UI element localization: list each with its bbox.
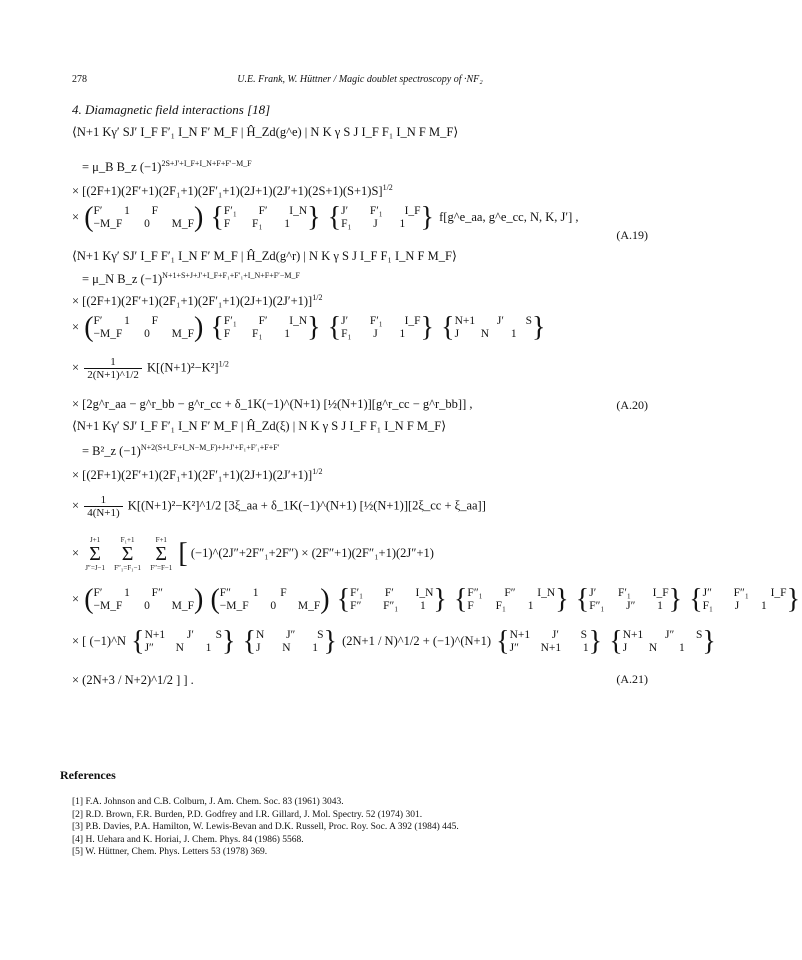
- eq-a21-line8: × (2N+3 / N+2)^1/2 ] ] .: [72, 673, 194, 687]
- eq-a21-line7-6j-a: { N+1 J′ S J″ N 1 }: [131, 626, 236, 657]
- eq-a21-line7-6j-c: { N+1 J′ S J″ N+1 1 }: [496, 626, 603, 657]
- eq-a21-line7-mid: + (−1)^(N+1): [422, 633, 492, 648]
- eq-a21-6j-symbol-d: { J″ F″₁ I_F F₁ J 1 }: [689, 584, 801, 615]
- eq-a21-line7-6j-c-row1: N+1 J′ S: [509, 629, 588, 641]
- eq-a20-6j-c-row1: N+1 J′ S: [454, 315, 533, 327]
- eq-a20-tag: (A.20): [616, 398, 648, 412]
- eq-a20-6j-a-row2: F F₁ 1: [223, 328, 290, 340]
- references-heading: References: [60, 768, 116, 782]
- eq-a21-line4-tail: K[(N+1)²−K²]^1/2 [3ξ_aa + δ_1K(−1)^(N+1) [½(N+1)][2ξ_cc + ξ_aa]]: [127, 498, 486, 513]
- eq-a21-6j-b-row2: F F₁ 1: [467, 600, 534, 612]
- eq-a20-line2-prefix: = μ_N B_z (−1): [82, 272, 163, 286]
- running-head: U.E. Frank, W. Hüttner / Magic doublet spectroscopy of ·NF₂: [237, 74, 483, 85]
- eq-a19-3j-row2: −M_F 0 M_F: [93, 218, 194, 230]
- eq-a20-3j-row2: −M_F 0 M_F: [93, 328, 194, 340]
- reference-item: [3] P.B. Davies, P.A. Hamilton, W. Lewis-Bevan and D.K. Russell, Proc. Roy. Soc. A 392 (1984) 445.: [72, 822, 459, 832]
- eq-a21-line7-6j-a-row1: N+1 J′ S: [144, 629, 222, 641]
- eq-a20-line2-exponent: N+1+S+J+J′+I_F+F₁+F′₁+I_N+F+F′−M_F: [162, 271, 300, 280]
- eq-a21-line7-6j-a-row2: J″ N 1: [144, 642, 212, 654]
- eq-a19-tag: (A.19): [616, 228, 648, 242]
- reference-item: [4] H. Uehara and K. Horiai, J. Chem. Phys. 84 (1986) 5568.: [72, 834, 304, 845]
- eq-a19-line3: [72, 180, 393, 199]
- eq-a21-6j-symbol-c: { J′ F′₁ I_F F″₁ J″ 1 }: [575, 584, 683, 615]
- eq-a21-line2-prefix: = B²_z (−1): [82, 444, 141, 458]
- eq-a21-6j-c-row1: J′ F′₁ I_F: [589, 587, 669, 599]
- eq-a19-3j-row1: F′ 1 F: [93, 205, 159, 217]
- eq-a21-6j-c-row2: F″₁ J″ 1: [589, 600, 663, 612]
- eq-a21-6j-a-row2: F″ F″₁ 1: [350, 600, 426, 612]
- eq-a20-3j-symbol: ( F′ 1 F −M_F 0 M_F ): [84, 312, 204, 343]
- eq-a20-fraction: [84, 356, 142, 381]
- eq-a21-fraction-numerator: 1: [84, 494, 122, 507]
- eq-a21-line7-6j-b-row2: J N 1: [256, 642, 319, 654]
- eq-a21-6j-b-row1: F″₁ F″ I_N: [467, 587, 556, 599]
- eq-a21-fraction-denominator: 4(N+1): [87, 507, 120, 519]
- eq-a21-sum-2-lower: F″₁=F₁−1: [114, 564, 142, 572]
- eq-a19-line3-exponent: 1/2: [382, 183, 393, 192]
- eq-a20-line4: × ( F′ 1 F −M_F 0 M_F ) { F′₁ F′ I_N F F₁ 1 } { J′ F′₁ I_F F₁ J 1 } { N+1 J′ S J N 1 }: [72, 312, 546, 343]
- eq-a21-line4: × $\frac{1}{4(N+1)}$ K[(N+1)²−K²]^1/2 [3ξ_aa + δ_1K(−1)^(N+1) [½(N+1)][2ξ_cc + ξ_aa]]: [72, 494, 486, 519]
- eq-a20-3j-row1: F′ 1 F: [93, 315, 159, 327]
- eq-a20-line3-text: × [(2F+1)(2F′+1)(2F₁+1)(2F′₁+1)(2J+1)(2J′+1)]: [72, 294, 313, 308]
- eq-a19-line2: [82, 156, 252, 175]
- reference-item: [1] F.A. Johnson and C.B. Colburn, J. Am. Chem. Soc. 83 (1961) 3043.: [72, 797, 344, 807]
- eq-a21-sum-2-upper: F₁+1: [120, 536, 135, 544]
- eq-a21-line7-6j-b-row1: N J″ S: [256, 629, 324, 641]
- eq-a20-6j-symbol-b: { J′ F′₁ I_F F₁ J 1 }: [327, 312, 434, 343]
- eq-a20-6j-symbol-a: { F′₁ F′ I_N F F₁ 1 }: [210, 312, 321, 343]
- eq-a19-6j-symbol-a: { F′₁ F′ I_N F F₁ 1 }: [210, 202, 321, 233]
- eq-a20-fraction-denominator: 2(N+1)^1/2: [87, 369, 139, 381]
- eq-a21-sum-2: F₁+1 Σ F″₁=F₁−1: [114, 536, 142, 572]
- eq-a20-line5: × $\frac{1}{2(N+1)\^{}1/2}$ $K[(N+1)^2-K^2]^{1/2}$: [72, 356, 229, 381]
- eq-a19-line2-exponent: 2S+J′+I_F+I_N+F+F′−M_F: [161, 159, 252, 168]
- eq-a21-fraction: [84, 494, 122, 519]
- eq-a20-6j-b-row2: F₁ J 1: [341, 328, 406, 340]
- section-title: 4. Diamagnetic field interactions [18]: [72, 102, 271, 117]
- eq-a21-line3-exponent: 1/2: [312, 467, 323, 476]
- eq-a19-line1: ⟨N+1 Kγ′ SJ′ I_F F′₁ I_N F′ M_F | Ĥ_Zd(g^e) | N K γ S J I_F F₁ I_N F M_F⟩: [72, 125, 459, 139]
- eq-a21-line3: [72, 464, 322, 483]
- eq-a19-6j-a-row2: F F₁ 1: [223, 218, 290, 230]
- eq-a19-6j-b-row2: F₁ J 1: [341, 218, 406, 230]
- eq-a19-line3-text: × [(2F+1)(2F′+1)(2F₁+1)(2F′₁+1)(2J+1)(2J′+1)(2S+1)(S+1)S]: [72, 184, 383, 198]
- page-header: [72, 74, 648, 88]
- eq-a21-sum-1-upper: J+1: [89, 536, 101, 544]
- equation-block: [72, 124, 801, 712]
- eq-a21-6j-symbol-b: { F″₁ F″ I_N F F₁ 1 }: [453, 584, 569, 615]
- eq-a20-6j-c-row2: J N 1: [454, 328, 517, 340]
- eq-a19-line4-tail: f[g^e_aa, g^e_cc, N, K, J′] ,: [439, 209, 579, 224]
- eq-a21-line7: [72, 628, 718, 656]
- reference-item: [5] W. Hüttner, Chem. Phys. Letters 53 (1978) 369.: [72, 847, 268, 857]
- eq-a19-3j-symbol: ( F′ 1 F −M_F 0 M_F ): [84, 202, 204, 233]
- eq-a21-line7-fraction: (2N+1 / N)^1/2: [342, 633, 420, 648]
- eq-a21-3j-symbol-b: ( F″ 1 F −M_F 0 M_F ): [210, 584, 330, 615]
- eq-a21-3j-symbol-a: ( F′ 1 F″ −M_F 0 M_F ): [84, 584, 204, 615]
- eq-a20-line3: [72, 290, 322, 309]
- eq-a21-6j-d-row2: F₁ J 1: [702, 600, 767, 612]
- eq-a21-3j-a-row1: F′ 1 F″: [93, 587, 163, 599]
- eq-a21-3j-a-row2: −M_F 0 M_F: [93, 600, 194, 612]
- eq-a21-sum-3-upper: F+1: [155, 536, 167, 544]
- eq-a21-line7-6j-d-row1: N+1 J″ S: [622, 629, 703, 641]
- eq-a20-6j-a-row1: F′₁ F′ I_N: [223, 315, 308, 327]
- eq-a19-line2-prefix: = μ_B B_z (−1): [82, 160, 162, 174]
- reference-item: [2] R.D. Brown, F.R. Burden, P.D. Godfrey and I.R. Gillard, J. Mol. Spectry. 52 (1974) 301.: [72, 809, 423, 820]
- eq-a21-line7-prefix: × [ (−1)^N: [72, 633, 126, 648]
- eq-a21-3j-b-row2: −M_F 0 M_F: [219, 600, 321, 612]
- eq-a21-sum-1-lower: J″=J−1: [85, 564, 105, 572]
- eq-a19-line4: × ( F′ 1 F −M_F 0 M_F ) { F′₁ F′ I_N F F₁ 1 } { J′ F′₁ I_F F₁ J 1 } f[g^e_aa, g^e_cc, N, K, J′] ,: [72, 202, 579, 233]
- eq-a20-fraction-numerator: 1: [84, 356, 142, 369]
- eq-a21-line3-text: × [(2F+1)(2F′+1)(2F₁+1)(2F′₁+1)(2J+1)(2J′+1)]: [72, 468, 313, 482]
- eq-a20-line2: [82, 268, 300, 287]
- eq-a20-line5-tail: K[(N+1)²−K²]: [147, 360, 219, 375]
- eq-a21-line5: × J+1 Σ J″=J−1 F₁+1 Σ F″₁=F₁−1 F+1 Σ F″=F−1 [ (−1)^(2J″+2F″₁+2F″) × (2F″+1)(2F″₁+1)(2J″+1): [72, 536, 434, 572]
- eq-a21-line2-exponent: N+2(S+I_F+I_N−M_F)+J+J′+F₁+F′₁+F+F′: [140, 443, 280, 452]
- eq-a21-tag: (A.21): [616, 672, 648, 686]
- eq-a19-6j-b-row1: J′ F′₁ I_F: [341, 205, 421, 217]
- eq-a21-sum-3: F+1 Σ F″=F−1: [150, 536, 173, 572]
- eq-a21-line7-6j-d: { N+1 J″ S J N 1 }: [609, 626, 716, 657]
- eq-a21-line7-6j-b: { N J″ S J N 1 }: [242, 626, 337, 657]
- eq-a20-6j-b-row1: J′ F′₁ I_F: [341, 315, 421, 327]
- eq-a20-6j-symbol-c: { N+1 J′ S J N 1 }: [441, 312, 546, 343]
- eq-a20-line6: × [2g^r_aa − g^r_bb − g^r_cc + δ_1K(−1)^(N+1) [½(N+1)][g^r_cc − g^r_bb]] ,: [72, 397, 473, 411]
- eq-a21-line7-6j-d-row2: J N 1: [622, 642, 685, 654]
- eq-a21-6j-symbol-a: { F′₁ F′ I_N F″ F″₁ 1 }: [336, 584, 447, 615]
- eq-a21-6j-d-row1: J″ F″₁ I_F: [702, 587, 787, 599]
- eq-a20-line3-exponent: 1/2: [312, 293, 323, 302]
- eq-a21-line6: × ( F′ 1 F″ −M_F 0 M_F ) ( F″ 1 F −M_F 0 M_F ) { F′₁ F′ I_N F″ F″₁ 1 } { F″₁ F″ I_N F F₁ 1 } { J′ F′₁ I_F F″₁ J″ 1 } { J″ F″₁ I_F F₁ J 1 }: [72, 584, 801, 615]
- references-list: [72, 796, 648, 859]
- eq-a21-6j-a-row1: F′₁ F′ I_N: [350, 587, 434, 599]
- eq-a21-line2: [82, 440, 279, 459]
- eq-a19-6j-symbol-b: { J′ F′₁ I_F F₁ J 1 }: [327, 202, 434, 233]
- eq-a20-line5-exponent: 1/2: [218, 359, 229, 369]
- eq-a21-3j-b-row1: F″ 1 F: [219, 587, 287, 599]
- eq-a20-line1: ⟨N+1 Kγ′ SJ′ I_F F′₁ I_N F′ M_F | Ĥ_Zd(g^r) | N K γ S J I_F F₁ I_N F M_F⟩: [72, 249, 457, 263]
- page-number: 278: [72, 74, 87, 85]
- eq-a21-sum-1: J+1 Σ J″=J−1: [85, 536, 105, 572]
- eq-a21-line7-6j-c-row2: J″ N+1 1: [509, 642, 589, 654]
- eq-a19-6j-a-row1: F′₁ F′ I_N: [223, 205, 308, 217]
- eq-a21-line1: ⟨N+1 Kγ′ SJ′ I_F F′₁ I_N F′ M_F | Ĥ_Zd(ξ) | N K γ S J I_F F₁ I_N F M_F⟩: [72, 419, 447, 433]
- eq-a21-sum-3-lower: F″=F−1: [150, 564, 173, 572]
- eq-a21-line5-tail: (−1)^(2J″+2F″₁+2F″) × (2F″+1)(2F″₁+1)(2J″+1): [190, 545, 434, 560]
